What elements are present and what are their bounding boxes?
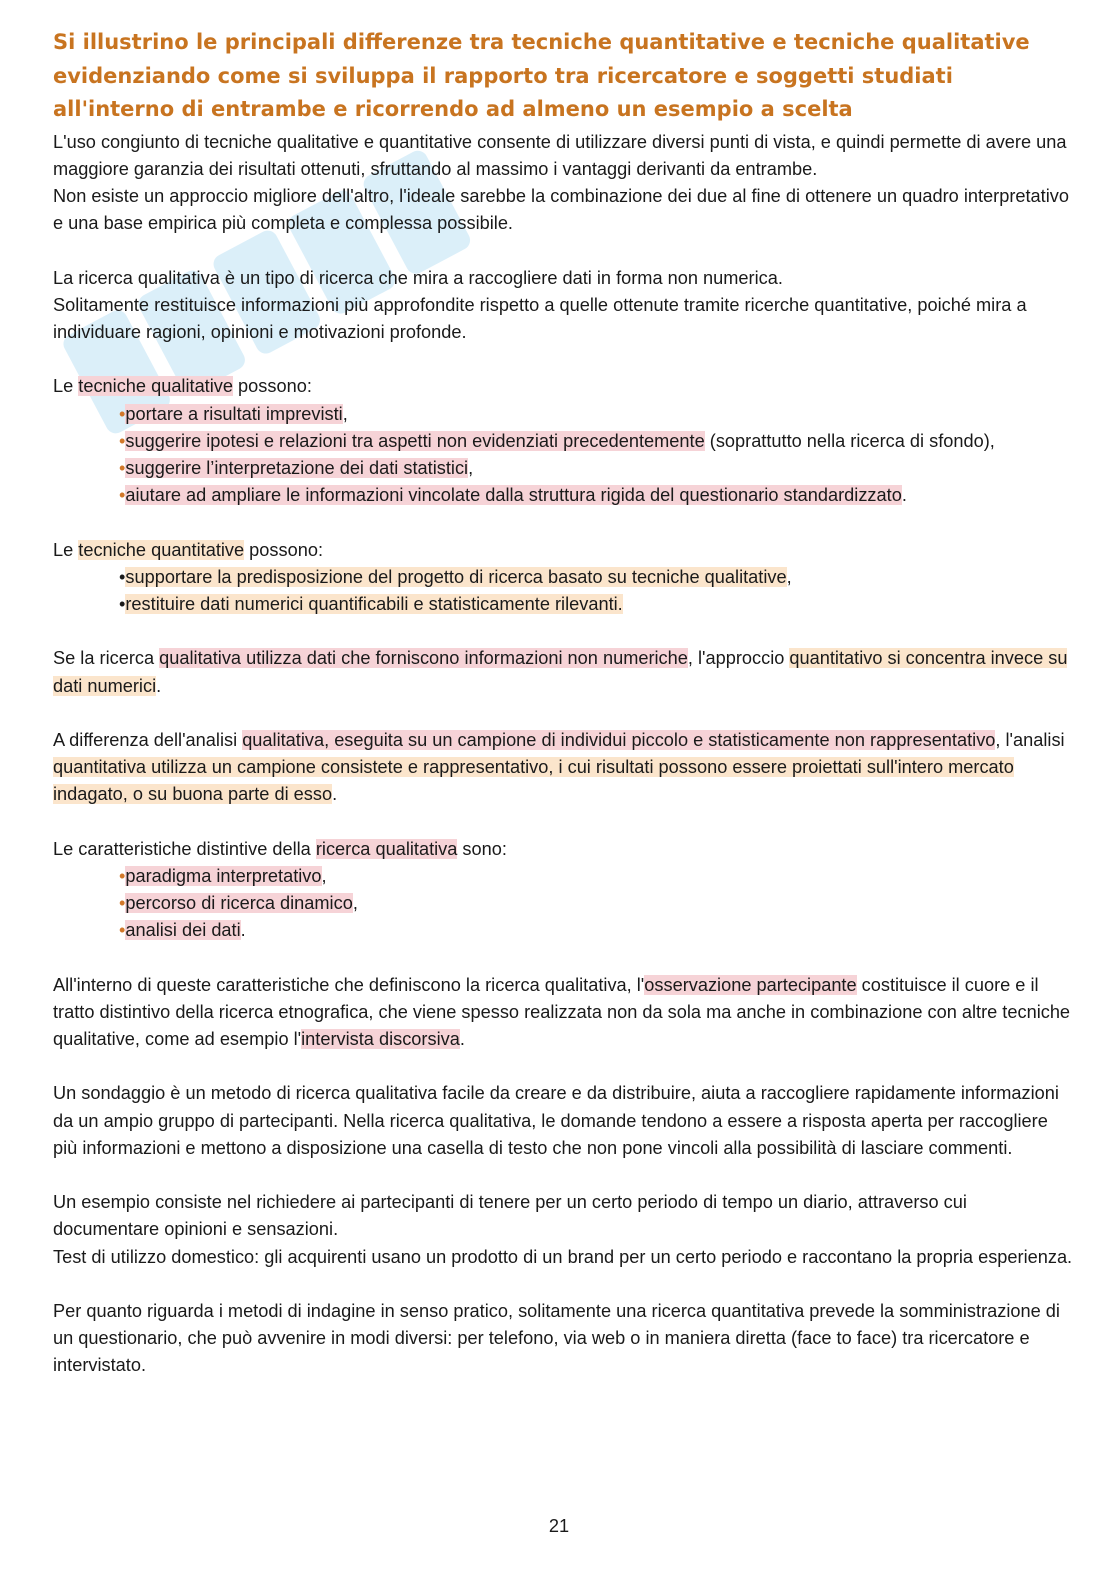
bullet-icon: • [119,457,126,478]
example-paragraph-2: Test di utilizzo domestico: gli acquirenti usano un prodotto di un brand per un certo periodo e raccontano la propria esperienza. [53,1246,1073,1267]
example-paragraph-1: Un esempio consiste nel richiedere ai partecipanti di tenere per un certo periodo di tempo un diario, attraverso cui documentare opinioni e sensazioni. [53,1192,967,1240]
bullet-icon: • [119,485,126,506]
page-number: 21 [548,1516,570,1536]
list-item: •percorso di ricerca dinamico, [119,893,358,914]
list-item: •supportare la predisposizione del progetto di ricerca basato su tecniche qualitative, [119,566,792,587]
qual-def-paragraph-2: Solitamente restituisce informazioni più approfondite rispetto a quelle ottenute tramite ricerche quantitative, poiché mira a individuare ragioni, opinioni e motivazioni profonde. [53,294,1027,342]
list-item: •suggerire ipotesi e relazioni tra aspetti non evidenziati precedentemente (soprattutto nella ricerca di sfondo), [119,430,995,451]
page-title: Si illustrino le principali differenze tra tecniche quantitative e tecniche qualitative evidenziando come si sviluppa il rapporto tra ricercatore e soggetti studiati all'interno di entrambe e ricorrendo ad almeno un esempio a scelta [53,30,1030,121]
bullet-icon: • [119,403,126,424]
document-page [53,26,1073,1380]
methods-paragraph: Per quanto riguarda i metodi di indagine in senso pratico, solitamente una ricerca quantitativa prevede la somministrazione di un questionario, che può avvenire in modi diversi: per telefono, via web o in maniera diretta (face to face) tra ricercatore e intervistato. [53,1301,1060,1376]
qual-def-paragraph-1: La ricerca qualitativa è un tipo di ricerca che mira a raccogliere dati in forma non numerica. [53,267,783,288]
observation-paragraph: All'interno di queste caratteristiche che definiscono la ricerca qualitativa, l'osservazione partecipante costituisce il cuore e il tratto distintivo della ricerca etnografica, che viene spesso realizzata non da sola ma anche in combinazione con altre tecniche qualitative, come ad esempio l'intervista discorsiva. [53,974,1071,1050]
intro-paragraph-2: Non esiste un approccio migliore dell'altro, l'ideale sarebbe la combinazione dei due al fine di ottenere un quadro interpretativo e una base empirica più completa e complessa possibile. [53,185,1069,234]
list-item: •restituire dati numerici quantificabili e statisticamente rilevanti. [119,593,623,614]
list-item: •paradigma interpretativo, [119,865,327,886]
bullet-icon: • [119,893,126,914]
intro-paragraph-1: L'uso congiunto di tecniche qualitative e quantitative consente di utilizzare diversi punti di vista, e quindi permette di avere una maggiore garanzia dei risultati ottenuti, sfruttando al massimo i vantaggi derivanti da entrambe. [53,131,1067,179]
compare-paragraph-1: Se la ricerca qualitativa utilizza dati che forniscono informazioni non numeriche, l'approccio quantitativo si concentra invece su dati numerici. [53,648,1068,696]
bullet-icon: • [119,920,126,941]
list-item: •analisi dei dati. [119,920,246,941]
list-item: •portare a risultati imprevisti, [119,403,348,424]
bullet-icon: • [119,593,126,614]
quant-tech-lead: Le tecniche quantitative possono: [53,539,323,560]
compare-paragraph-2: A differenza dell'analisi qualitativa, eseguita su un campione di individui piccolo e statisticamente non rappresentativo, l'analisi quantitativa utilizza un campione consistete e rappresentativo, i cui risultati possono essere proiettati sull'intero mercato indagato, o su buona parte di esso. [53,729,1065,805]
list-item: •aiutare ad ampliare le informazioni vincolate dalla struttura rigida del questionario standardizzato. [119,485,907,506]
survey-paragraph: Un sondaggio è un metodo di ricerca qualitativa facile da creare e da distribuire, aiuta a raccogliere rapidamente informazioni da un ampio gruppo di partecipanti. Nella ricerca qualitativa, le domande tendono a essere a risposta aperta per raccogliere più informazioni e mettono a disposizione una casella di testo che non pone vincoli alla possibilità di lasciare commenti. [53,1083,1059,1158]
bullet-icon: • [119,430,126,451]
list-item: •suggerire l’interpretazione dei dati statistici, [119,457,474,478]
bullet-icon: • [119,865,126,886]
qual-traits-lead: Le caratteristiche distintive della ricerca qualitativa sono: [53,838,507,859]
qual-tech-lead: Le tecniche qualitative possono: [53,376,312,397]
bullet-icon: • [119,566,126,587]
